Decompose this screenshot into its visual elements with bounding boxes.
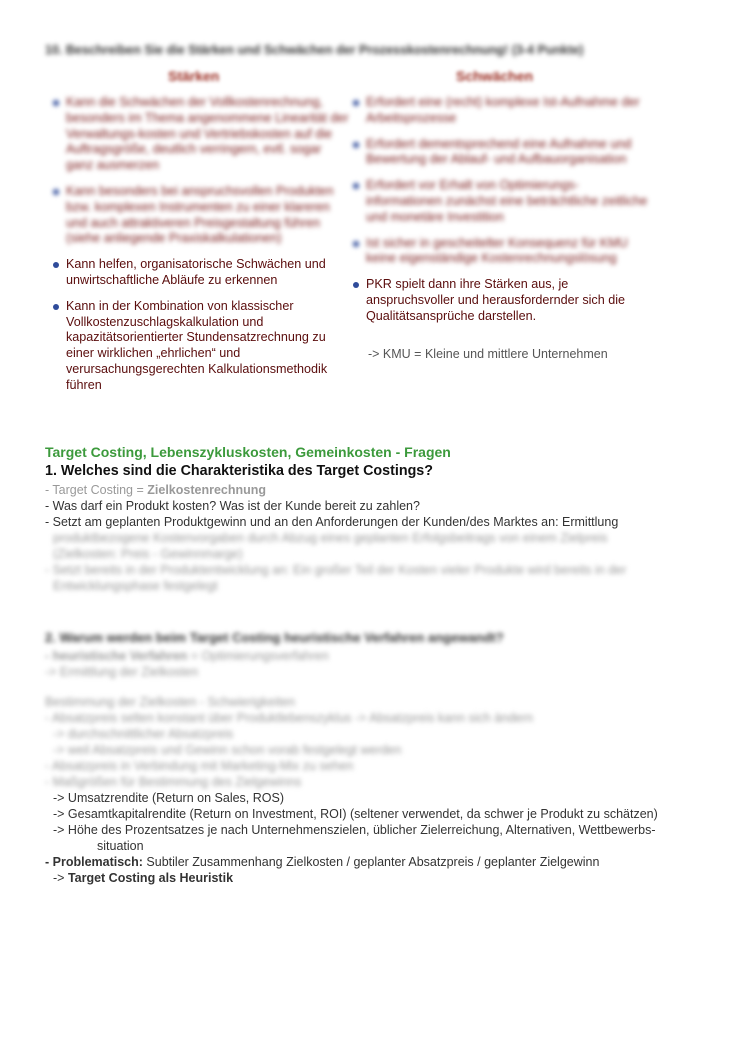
answer-line: - Setzt bereits in der Produktentwicklung an: Ein großer Teil der Kosten vieler Produkte wird bereits in der bbox=[45, 563, 627, 577]
section-title: Target Costing, Lebenszykluskosten, Gemeinkosten - Fragen bbox=[45, 444, 451, 460]
strength-item: Kann besonders bei anspruchsvollen Produkten bzw. komplexen Instrumenten zu einer klareren und auch attraktiveren Preisgestaltung führen (siehe anliegende Praxiskalkulationen) bbox=[50, 184, 350, 247]
answer-line: -> Umsatzrendite (Return on Sales, ROS) bbox=[53, 791, 284, 805]
answer-line: -> weil Absatzpreis und Gewinn schon vorab festgelegt werden bbox=[53, 743, 402, 757]
weakness-item: Erfordert dementsprechend eine Aufnahme und Bewertung der Ablauf- und Aufbauorganisation bbox=[350, 137, 650, 169]
answer-line: - Maßgrößen für Bestimmung des Zielgewinns bbox=[45, 775, 302, 789]
weakness-item: PKR spielt dann ihre Stärken aus, je anspruchsvoller und herausfordernder sich die Qualitätsansprüche darstellen. bbox=[350, 277, 650, 324]
bullet-icon bbox=[353, 282, 359, 288]
bullet-icon bbox=[53, 189, 59, 195]
answer-line: -> Höhe des Prozentsatzes je nach Unternehmenszielen, üblicher Zielerreichung, Alternativen, Wettbewerbs- bbox=[53, 823, 656, 837]
bullet-icon bbox=[353, 183, 359, 189]
answer-line: - Setzt am geplanten Produktgewinn und an den Anforderungen der Kunden/des Marktes an: Ermittlung bbox=[45, 515, 619, 529]
bullet-icon bbox=[53, 304, 59, 310]
bullet-icon bbox=[353, 100, 359, 106]
answer-line: - Target Costing = Zielkostenrechnung bbox=[45, 483, 267, 497]
bullet-icon bbox=[353, 142, 359, 148]
answer-line: - Problematisch: Subtiler Zusammenhang Zielkosten / geplanter Absatzpreis / geplanter Zielgewinn bbox=[45, 855, 600, 869]
answer-line: -> Gesamtkapitalrendite (Return on Investment, ROI) (seltener verwendet, da schwer je Produkt zu schätzen) bbox=[53, 807, 658, 821]
strength-item: Kann in der Kombination von klassischer Vollkostenzuschlagskalkulation und kapazitätsorientierter Stundensatzrechnung zu einer wirklichen „ehrlichen“ und verursachungsgerechten Kalkulationsmethodik führen bbox=[50, 299, 350, 394]
answer-line: Entwicklungsphase festgelegt bbox=[53, 579, 218, 593]
kmu-note: -> KMU = Kleine und mittlere Unternehmen bbox=[368, 347, 608, 361]
answer-line: - Absatzpreis selten konstant über Produktlebenszyklus -> Absatzpreis kann sich ändern bbox=[45, 711, 534, 725]
answer-line: - Absatzpreis in Verbindung mit Marketing-Mix zu sehen bbox=[45, 759, 354, 773]
subheading: Bestimmung der Zielkosten - Schwierigkeiten bbox=[45, 695, 296, 709]
question-1-heading: 1. Welches sind die Charakteristika des Target Costings? bbox=[45, 463, 433, 479]
weakness-item: Erfordert vor Erhalt von Optimierungs-informationen zunächst eine beträchtliche zeitliche und monetäre Investition bbox=[350, 178, 650, 225]
weakness-item: Ist sicher in gescheitelter Konsequenz für KMU keine eigenständige Kostenrechnungslösung bbox=[350, 236, 650, 268]
bullet-icon bbox=[53, 262, 59, 268]
answer-line: (Zielkosten: Preis - Gewinnmarge) bbox=[53, 547, 243, 561]
strengths-column bbox=[50, 95, 350, 404]
answer-line: produktbezogene Kostenvorgaben durch Abzug eines geplanten Erfolgsbeitrags von einem Zielpreis bbox=[53, 531, 608, 545]
question-2-heading: 2. Warum werden beim Target Costing heuristische Verfahren angewandt? bbox=[45, 630, 504, 645]
weaknesses-heading: Schwächen bbox=[456, 68, 534, 84]
strengths-heading: Stärken bbox=[168, 68, 220, 84]
question-2-section bbox=[45, 630, 725, 886]
weaknesses-column bbox=[350, 95, 650, 335]
answer-line: - Was darf ein Produkt kosten? Was ist der Kunde bereit zu zahlen? bbox=[45, 499, 420, 513]
strength-item: Kann helfen, organisatorische Schwächen und unwirtschaftliche Abläufe zu erkennen bbox=[50, 257, 350, 289]
bullet-icon bbox=[353, 241, 359, 247]
target-costing-section bbox=[45, 444, 725, 594]
answer-line: -> Ermittlung der Zielkosten bbox=[45, 665, 199, 679]
weakness-item: Erfordert eine (recht) komplexe Ist-Aufnahme der Arbeitsprozesse bbox=[350, 95, 650, 127]
bullet-icon bbox=[53, 100, 59, 106]
answer-line: - heuristische Verfahren = Optimierungsverfahren bbox=[45, 649, 329, 663]
answer-line: -> durchschnittlicher Absatzpreis bbox=[53, 727, 234, 741]
strength-item: Kann die Schwächen der Vollkostenrechnung, besonders im Thema angenommene Linearität der Verwaltungs-kosten und Vertriebskosten auf die Auftragsgröße, deutlich verringern, evtl. sogar ganz ausmerzen bbox=[50, 95, 350, 174]
question-10-heading: 10. Beschreiben Sie die Stärken und Schwächen der Prozesskostenrechnung! (3-4 Punkte) bbox=[45, 43, 584, 57]
answer-line: situation bbox=[97, 839, 144, 853]
answer-line: -> Target Costing als Heuristik bbox=[53, 871, 234, 885]
